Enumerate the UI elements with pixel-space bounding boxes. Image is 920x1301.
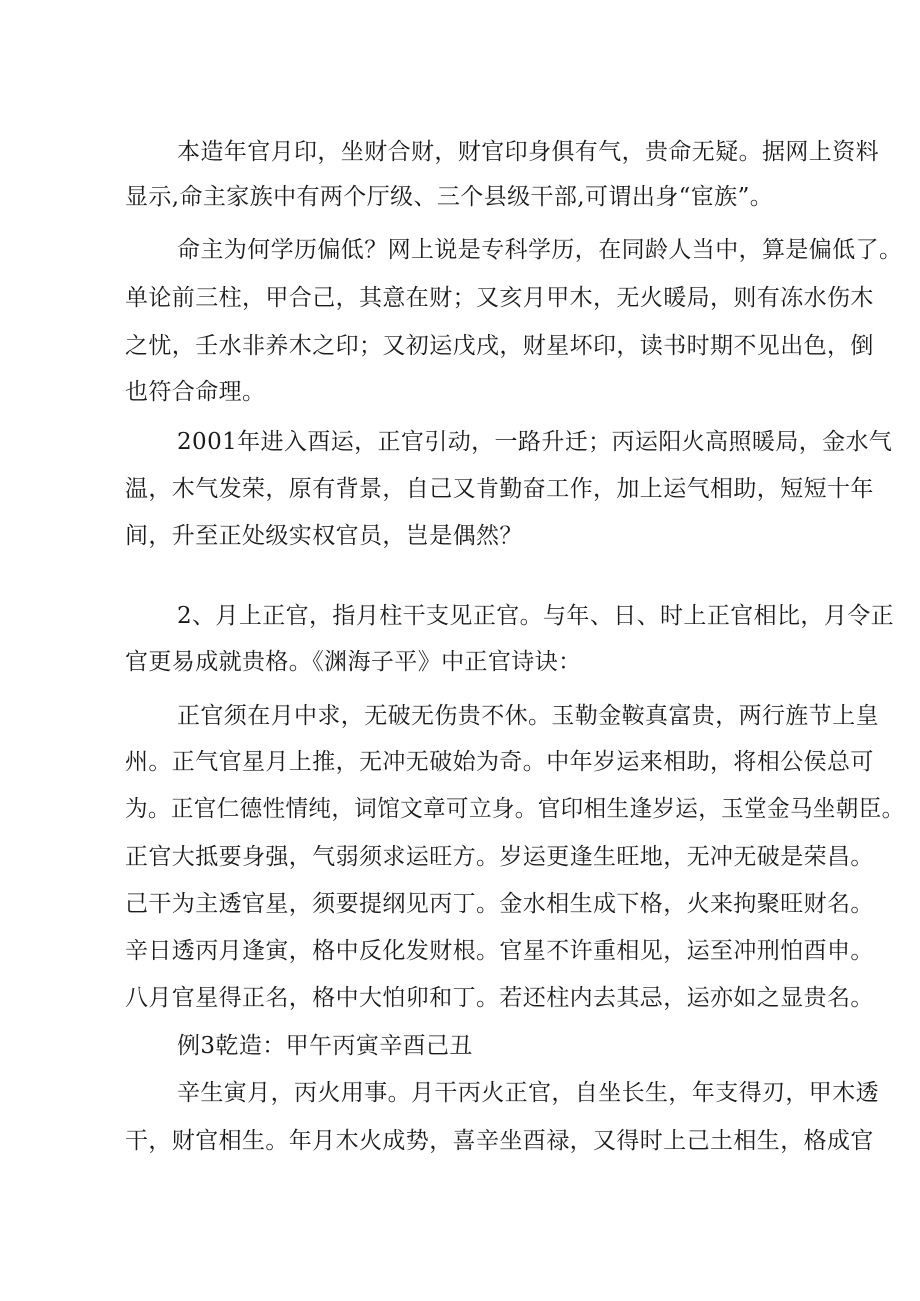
paragraph-line: 为。正官仁德性情纯，词馆文章可立身。官印相生逢岁运，玉堂金马坐朝臣。 [125, 796, 905, 822]
paragraph-line: 显示,命主家族中有两个厅级、三个县级干部,可谓出身“宦族”。 [125, 184, 774, 210]
paragraph-line: 温，木气发荣，原有背景，自己又肯勤奋工作，加上运气相助，短短十年 [125, 476, 874, 502]
paragraph-line: 2、月上正官，指月柱干支见正官。与年、日、时上正官相比，月令正 [177, 603, 895, 629]
paragraph-line: 干，财官相生。年月木火成势，喜辛坐酉禄，又得时上己土相生，格成官 [125, 1128, 874, 1154]
paragraph-line: 州。正气官星月上推，无冲无破始为奇。中年岁运来相助，将相公侯总可 [125, 749, 874, 775]
paragraph-line: 间，升至正处级实权官员，岂是偶然？ [125, 523, 523, 549]
paragraph-line: 八月官星得正名，格中大怕卯和丁。若还柱内去其忌，运亦如之显贵名。 [125, 985, 874, 1011]
paragraph-line: 辛日透丙月逢寅，格中反化发财根。官星不许重相见，运至冲刑怕酉申。 [125, 938, 874, 964]
paragraph-line: 也符合命理。 [125, 379, 266, 405]
paragraph-line: 正官须在月中求，无破无伤贵不休。玉勒金鞍真富贵，两行旌节上皇 [177, 703, 879, 729]
paragraph-line: 本造年官月印，坐财合财，财官印身俱有气，贵命无疑。据网上资料 [177, 139, 879, 165]
paragraph-line: 命主为何学历偏低？网上说是专科学历，在同龄人当中，算是偏低了。 [177, 237, 903, 263]
paragraph-line: 之忧，壬水非养木之印；又初运戊戌，财星坏印，读书时期不见出色，倒 [125, 333, 874, 359]
paragraph-line: 己干为主透官星，须要提纲见丙丁。金水相生成下格，火来拘聚旺财名。 [125, 891, 874, 917]
paragraph-line: 2001年进入酉运，正官引动，一路升迁；丙运阳火高照暖局，金水气 [177, 429, 893, 455]
paragraph-line: 正官大抵要身强，气弱须求运旺方。岁运更逢生旺地，无冲无破是荣昌。 [125, 844, 874, 870]
paragraph-line: 辛生寅月，丙火用事。月干丙火正官，自坐长生，年支得刃，甲木透 [177, 1080, 879, 1106]
paragraph-line: 官更易成就贵格。《渊海子平》中正官诗诀： [125, 649, 582, 675]
example-heading: 例3乾造：甲午丙寅辛酉己丑 [177, 1033, 473, 1059]
paragraph-line: 单论前三柱，甲合己，其意在财；又亥月甲木，无火暖局，则有冻水伤木 [125, 285, 874, 311]
